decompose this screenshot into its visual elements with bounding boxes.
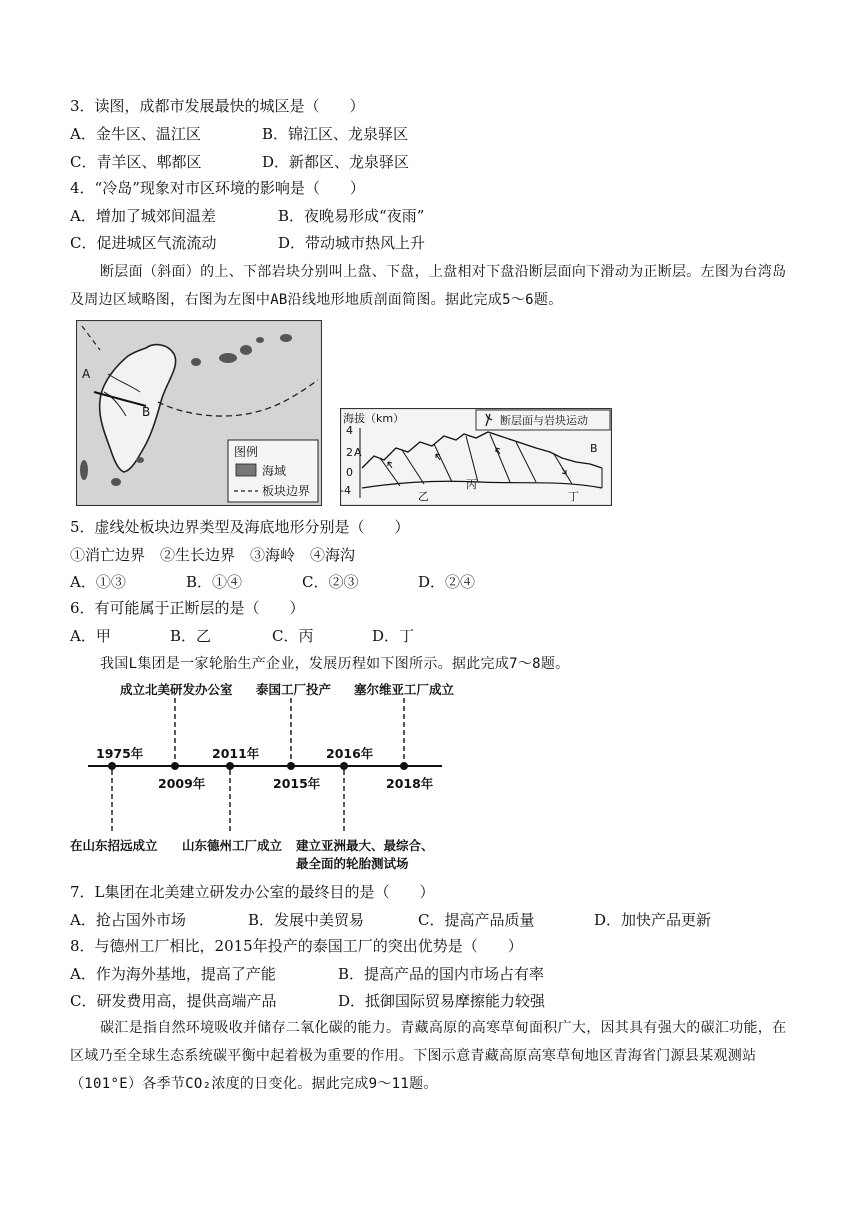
q8-option-c[interactable]: C．研发费用高，提供高端产品: [70, 992, 277, 1010]
event-serbia-plant: 塞尔维亚工厂成立: [354, 682, 455, 697]
q4-stem: 4．“冷岛”现象对市区环境的影响是（ ）: [70, 179, 365, 197]
q3-option-b[interactable]: B．锦江区、龙泉驿区: [262, 125, 409, 143]
year-2015: 2015年: [273, 776, 321, 791]
event-thailand-plant: 泰国工厂投产: [256, 682, 332, 697]
q6-option-b[interactable]: B．乙: [170, 627, 212, 645]
legend-sea-label: 海域: [262, 464, 287, 478]
intro-9-11-text: 碳汇是指自然环境吸收并储存二氧化碳的能力。青藏高原的高寒草甸面积广大，因其具有强大的碳汇功能，在区域乃至全球生态系统碳平衡中起着极为重要的作用。下图示意青藏高原高寒草甸地区青海省门源县某观测站（101°E）各季节CO₂浓度的日变化。据此完成9～11题。: [70, 1020, 787, 1092]
q7-option-c[interactable]: C．提高产品质量: [418, 911, 535, 929]
profile-legend-label: 断层面与岩块运动: [500, 414, 588, 427]
q8-option-a[interactable]: A．作为海外基地，提高了产能: [70, 965, 276, 983]
event-north-america-office: 成立北美研发办公室: [120, 682, 233, 697]
event-test-track-line2: 最全面的轮胎测试场: [296, 856, 409, 871]
year-2016: 2016年: [326, 746, 374, 761]
intro-9-11: [70, 1014, 790, 1098]
profile-label-bing: 丙: [466, 478, 477, 491]
profile-tick-neg4: -4: [340, 484, 351, 497]
q8-stem: 8．与德州工厂相比，2015年投产的泰国工厂的突出优势是（ ）: [70, 937, 523, 955]
q8-option-d[interactable]: D．抵御国际贸易摩擦能力较强: [338, 992, 546, 1010]
map-point-a-label: A: [82, 367, 91, 381]
profile-tick-2: 2: [346, 446, 353, 459]
q3-option-c[interactable]: C．青羊区、郫都区: [70, 153, 202, 171]
q3-option-a[interactable]: A．金牛区、温江区: [70, 125, 201, 143]
intro-5-6: [70, 258, 790, 314]
q3-stem: 3．读图，成都市发展最快的城区是（ ）: [70, 97, 365, 115]
q8-option-b[interactable]: B．提高产品的国内市场占有率: [338, 965, 545, 983]
profile-point-a: A: [354, 446, 362, 459]
profile-tick-0: 0: [346, 466, 353, 479]
event-dezhou-plant: 山东德州工厂成立: [182, 838, 283, 853]
timeline-figure: [70, 676, 455, 876]
legend-sea-swatch: [236, 464, 256, 476]
q3-option-d[interactable]: D．新都区、龙泉驿区: [262, 153, 410, 171]
q6-option-d[interactable]: D．丁: [372, 627, 415, 645]
q5-option-a[interactable]: A．①③: [70, 573, 126, 591]
event-zhaoyuan-founded: 在山东招远成立: [70, 838, 158, 853]
profile-point-b: B: [590, 442, 598, 455]
year-2011: 2011年: [212, 746, 260, 761]
q7-option-b[interactable]: B．发展中美贸易: [248, 911, 365, 929]
q4-option-a[interactable]: A．增加了城郊间温差: [70, 207, 216, 225]
profile-label-ding: 丁: [568, 490, 579, 503]
q5-choices: ①消亡边界 ②生长边界 ③海岭 ④海沟: [70, 546, 356, 564]
profile-tick-4: 4: [346, 424, 353, 437]
profile-label-yi: 乙: [418, 490, 429, 503]
year-2018: 2018年: [386, 776, 434, 791]
year-2009: 2009年: [158, 776, 206, 791]
q5-option-c[interactable]: C．②③: [302, 573, 359, 591]
q6-option-a[interactable]: A．甲: [70, 627, 111, 645]
taiwan-map: [76, 320, 322, 506]
q6-option-c[interactable]: C．丙: [272, 627, 314, 645]
q4-option-b[interactable]: B．夜晚易形成“夜雨”: [278, 207, 425, 225]
legend-title: 图例: [234, 445, 259, 459]
q5-option-d[interactable]: D．②④: [418, 573, 476, 591]
year-1975: 1975年: [96, 746, 144, 761]
profile-y-label: 海拔（km）: [343, 412, 405, 425]
geologic-profile: [340, 408, 612, 506]
q4-option-c[interactable]: C．促进城区气流流动: [70, 234, 217, 252]
q5-stem: 5．虚线处板块边界类型及海底地形分别是（ ）: [70, 518, 410, 536]
q7-option-d[interactable]: D．加快产品更新: [594, 911, 712, 929]
q7-stem: 7．L集团在北美建立研发办公室的最终目的是（ ）: [70, 883, 435, 901]
intro-7-8: [70, 650, 790, 678]
q5-option-b[interactable]: B．①④: [186, 573, 243, 591]
q4-option-d[interactable]: D．带动城市热风上升: [278, 234, 426, 252]
map-point-b-label: B: [142, 405, 151, 419]
intro-5-6-text: 断层面（斜面）的上、下部岩块分别叫上盘、下盘，上盘相对下盘沿断层面向下滑动为正断层。左图为台湾岛及周边区域略图，右图为左图中AB沿线地形地质剖面简图。据此完成5～6题。: [70, 264, 787, 308]
intro-7-8-text: 我国L集团是一家轮胎生产企业，发展历程如下图所示。据此完成7～8题。: [100, 656, 570, 672]
legend-boundary-label: 板块边界: [262, 484, 311, 498]
q7-option-a[interactable]: A．抢占国外市场: [70, 911, 186, 929]
q6-stem: 6．有可能属于正断层的是（ ）: [70, 599, 305, 617]
event-test-track-line1: 建立亚洲最大、最综合、: [296, 838, 434, 853]
